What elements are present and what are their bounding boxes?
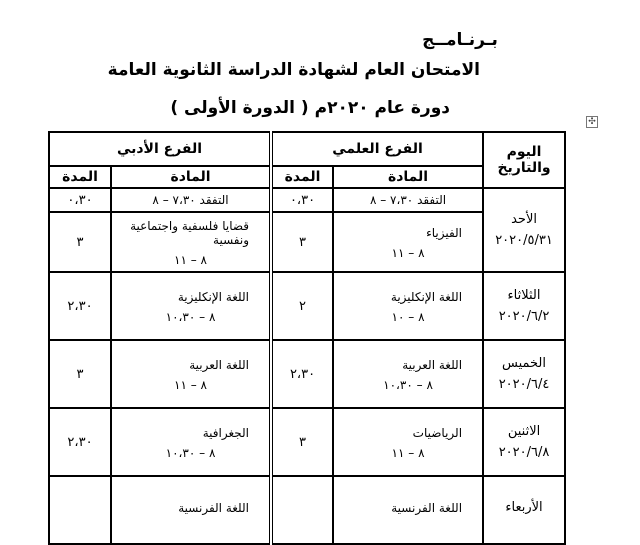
lit-subject-cell: اللغة الفرنسية <box>111 476 271 544</box>
header-science-branch: الفرع العلمي <box>271 132 483 166</box>
lit-duration-cell: ٣ <box>49 340 111 408</box>
doc-title: بـرنـامــج <box>422 30 498 50</box>
day-cell: الأحد ٢٠٢٠/٥/٣١ <box>483 188 565 272</box>
day-cell: الأربعاء <box>483 476 565 544</box>
lit-subject-cell: الجغرافية ٨ – ١٠،٣٠ <box>111 408 271 476</box>
header-literary-branch: الفرع الأدبي <box>49 132 271 166</box>
table-row <box>49 188 565 212</box>
sci-inspection-cell: التفقد ٧،٣٠ – ٨ <box>333 188 483 212</box>
header-day-date: اليوم والتاريخ <box>483 132 565 188</box>
sci-subject-cell: اللغة الفرنسية <box>333 476 483 544</box>
sci-subject-cell: الرياضيات ٨ – ١١ <box>333 408 483 476</box>
sci-subject-cell: الفيزياء ٨ – ١١ <box>333 212 483 272</box>
lit-subject-cell: قضايا فلسفية واجتماعية ونفسية ٨ – ١١ <box>111 212 271 272</box>
sci-duration-cell: ٣ <box>271 212 333 272</box>
header-lit-subject: المادة <box>111 166 271 188</box>
lit-inspection-duration: ٠،٣٠ <box>49 188 111 212</box>
lit-subject-cell: اللغة الإنكليزية ٨ – ١٠،٣٠ <box>111 272 271 340</box>
sci-duration-cell: ٣ <box>271 408 333 476</box>
sci-subject-cell: اللغة الإنكليزية ٨ – ١٠ <box>333 272 483 340</box>
sci-subject-cell: اللغة العربية ٨ – ١٠،٣٠ <box>333 340 483 408</box>
sci-duration-cell: ٢،٣٠ <box>271 340 333 408</box>
lit-duration-cell: ٢،٣٠ <box>49 272 111 340</box>
lit-duration-cell <box>49 476 111 544</box>
exam-schedule-table <box>48 131 566 545</box>
table-row <box>49 340 565 408</box>
sci-duration-cell: ٢ <box>271 272 333 340</box>
lit-inspection-cell: التفقد ٧،٣٠ – ٨ <box>111 188 271 212</box>
table-row <box>49 408 565 476</box>
day-cell: الثلاثاء ٢٠٢٠/٦/٢ <box>483 272 565 340</box>
header-lit-duration: المدة <box>49 166 111 188</box>
sci-duration-cell <box>271 476 333 544</box>
doc-session: دورة عام ٢٠٢٠م ( الدورة الأولى ) <box>170 98 450 118</box>
doc-subtitle: الامتحان العام لشهادة الدراسة الثانوية العامة <box>107 60 480 80</box>
sci-inspection-duration: ٠،٣٠ <box>271 188 333 212</box>
lit-subject-cell: اللغة العربية ٨ – ١١ <box>111 340 271 408</box>
lit-duration-cell: ٣ <box>49 212 111 272</box>
day-cell: الخميس ٢٠٢٠/٦/٤ <box>483 340 565 408</box>
table-row <box>49 476 565 544</box>
day-cell: الاثنين ٢٠٢٠/٦/٨ <box>483 408 565 476</box>
header-sci-subject: المادة <box>333 166 483 188</box>
table-row <box>49 272 565 340</box>
table-move-handle-icon[interactable]: ✣ <box>586 116 598 128</box>
lit-duration-cell: ٢،٣٠ <box>49 408 111 476</box>
header-sci-duration: المدة <box>271 166 333 188</box>
